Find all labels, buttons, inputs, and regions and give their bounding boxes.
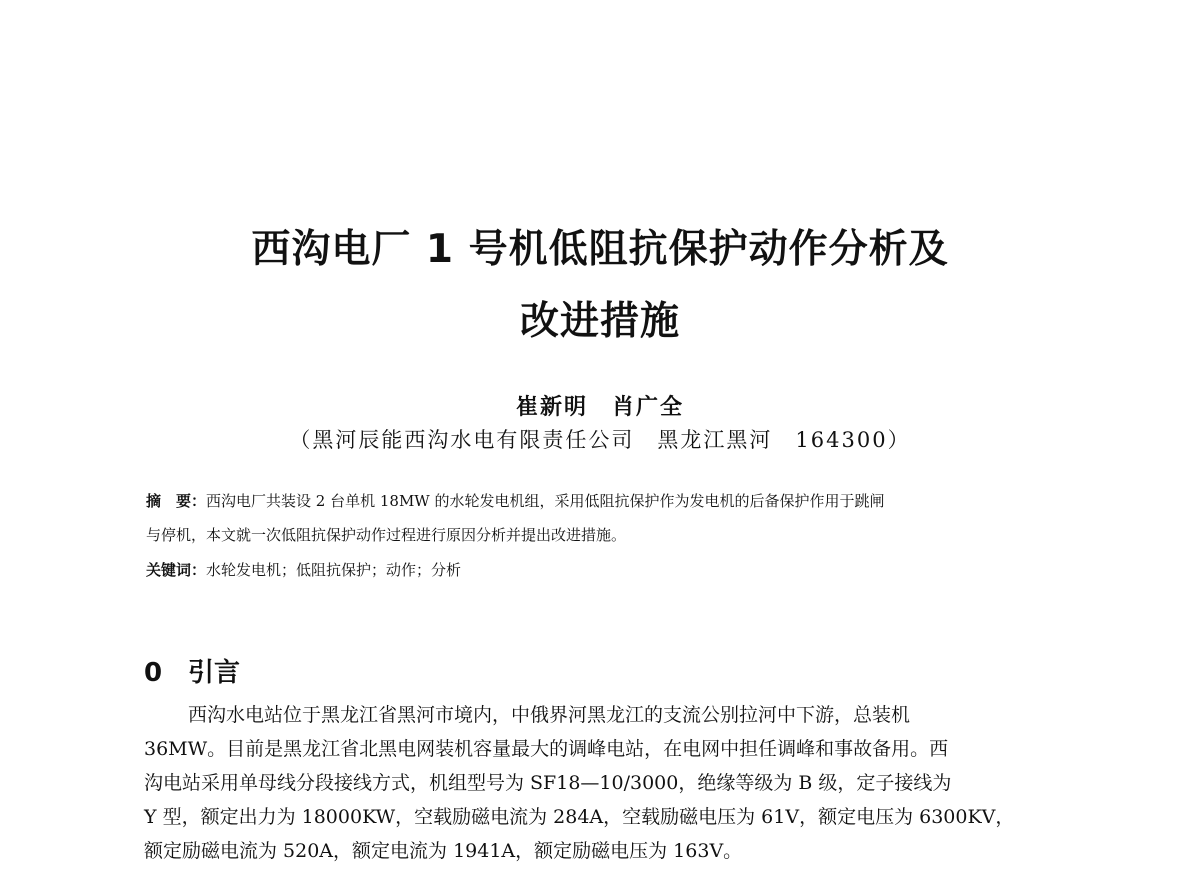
- body-line-2: 36MW。目前是黑龙江省北黑电网装机容量最大的调峰电站，在电网中担任调峰和事故备用。西: [144, 738, 949, 760]
- abstract-line-1: [146, 494, 1066, 509]
- body-line-3: 沟电站采用单母线分段接线方式，机组型号为 SF18—10/3000，绝缘等级为 B 级，定子接线为: [144, 772, 952, 794]
- keywords-line: [146, 563, 1066, 578]
- body-line-5: 额定励磁电流为 520A，额定电流为 1941A，额定励磁电压为 163V。: [144, 840, 743, 862]
- abstract-line-2: 与停机，本文就一次低阻抗保护动作过程进行原因分析并提出改进措施。: [146, 526, 627, 544]
- body-line-4: Y 型，额定出力为 18000KW，空载励磁电流为 284A，空载励磁电压为 61V，额定电压为 6300KV，: [144, 806, 1015, 828]
- keywords-label: 关键词：: [146, 561, 207, 579]
- body-line-1: 西沟水电站位于黑龙江省黑河市境内，中俄界河黑龙江的支流公别拉河中下游，总装机: [188, 704, 911, 726]
- authors: 崔新明 肖广全: [515, 394, 684, 420]
- abstract-label: 摘 要：: [146, 492, 207, 510]
- paper-title-line-1: 西沟电厂 1 号机低阻抗保护动作分析及: [251, 227, 949, 272]
- section-heading: [144, 652, 240, 689]
- keywords-text: 水轮发电机；低阻抗保护；动作；分析: [206, 561, 462, 579]
- section-title: 引言: [188, 658, 241, 688]
- abstract-text-1: 西沟电厂共装设 2 台单机 18MW 的水轮发电机组，采用低阻抗保护作为发电机的后备保护作用于跳闸: [206, 492, 885, 510]
- section-number: 0: [144, 658, 163, 688]
- paper-title-line-2: 改进措施: [519, 299, 680, 344]
- affiliation: （黑河辰能西沟水电有限责任公司 黑龙江黑河 164300）: [289, 428, 911, 452]
